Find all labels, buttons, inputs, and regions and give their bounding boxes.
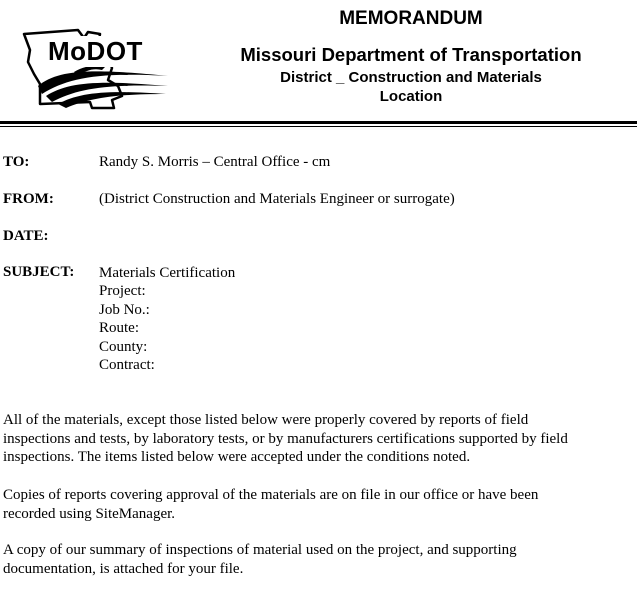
job-number-field: Job No.: xyxy=(99,301,150,318)
county-field: County: xyxy=(99,338,148,355)
header-divider-thick xyxy=(0,121,637,124)
paragraph-summary-attached xyxy=(3,541,633,578)
paragraph-materials-coverage xyxy=(3,411,633,467)
paragraph-line: recorded using SiteManager. xyxy=(3,505,176,522)
location-line: Location xyxy=(379,88,443,105)
paragraph-line: Copies of reports covering approval of the materials are on file in our office or have been xyxy=(3,487,539,503)
logo-wordmark: MoDOT xyxy=(48,36,143,66)
modot-logo xyxy=(18,22,173,114)
subject-block xyxy=(99,264,235,374)
from-label: FROM: xyxy=(3,191,54,207)
subject-line: Materials Certification xyxy=(99,265,236,281)
header-divider-thin xyxy=(0,126,637,127)
date-label: DATE: xyxy=(3,228,49,244)
district-line: District _ Construction and Materials xyxy=(280,69,542,86)
paragraph-line: inspections. The items listed below were accepted under the conditions noted. xyxy=(3,449,471,465)
subject-label: SUBJECT: xyxy=(3,264,75,280)
project-field: Project: xyxy=(99,283,146,300)
paragraph-line: documentation, is attached for your file. xyxy=(3,560,244,577)
route-field: Route: xyxy=(99,320,139,337)
paragraph-line: All of the materials, except those listed below were properly covered by reports of field xyxy=(3,412,529,428)
paragraph-line: inspections and tests, by laboratory tests, or by manufacturers certifications supported by field xyxy=(3,430,568,447)
from-value: (District Construction and Materials Engineer or surrogate) xyxy=(99,191,455,207)
organization-name: Missouri Department of Transportation xyxy=(240,44,582,65)
paragraph-line: A copy of our summary of inspections of material used on the project, and supporting xyxy=(3,542,517,558)
to-value: Randy S. Morris – Central Office - cm xyxy=(99,154,331,170)
contract-field: Contract: xyxy=(99,356,155,373)
paragraph-reports-on-file xyxy=(3,486,633,523)
to-label: TO: xyxy=(3,154,30,170)
memo-title: MEMORANDUM xyxy=(339,8,483,29)
